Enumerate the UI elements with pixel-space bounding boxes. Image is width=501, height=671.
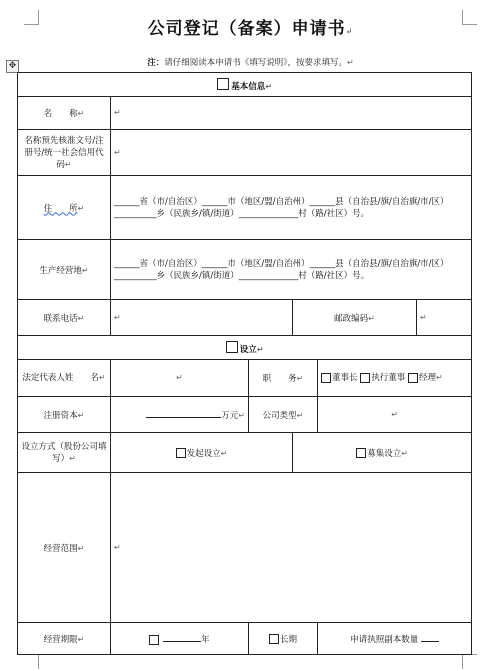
cell-mark: ↵ [238, 411, 245, 420]
capital-blank [146, 408, 221, 418]
page-corner-mark [462, 654, 477, 669]
field-label [18, 240, 111, 300]
label-text: 住 所 [43, 203, 78, 214]
option-label: 长期 [279, 634, 297, 645]
field-label [249, 360, 318, 397]
phone-field[interactable] [111, 300, 293, 336]
copies-blank [421, 632, 439, 642]
address-template-text: ______省（市/自治区）______市（地区/盟/自治州）______县（自治县/旗/自治旗/市/区）__________乡（民族乡/镇/街道）______________村（路/社区）号。 [114, 196, 449, 219]
postcode-field[interactable] [417, 300, 472, 336]
cell-mark: ↵ [391, 409, 398, 419]
position-options [318, 360, 472, 397]
cell-mark: ↵ [435, 373, 443, 382]
field-label [249, 397, 318, 433]
section-row [18, 73, 472, 97]
label-text: 联系电话 [43, 313, 78, 324]
form-row-address [18, 176, 472, 240]
label-text: 职 务 [262, 374, 297, 384]
term-years-option [111, 623, 249, 655]
option-label: 执行董事 [371, 373, 406, 383]
copies-field[interactable] [318, 623, 472, 655]
checkbox-chairman[interactable] [321, 373, 331, 383]
biz-address-field[interactable] [111, 240, 472, 300]
cell-mark: ↵ [296, 410, 304, 420]
form-row-method [18, 433, 472, 473]
cell-mark: ↵ [114, 542, 121, 552]
registration-form-table [17, 72, 472, 655]
checkbox-icon[interactable] [226, 341, 238, 353]
page-corner-mark [24, 654, 39, 669]
form-row-contact [18, 300, 472, 336]
cell-mark: ↵ [296, 374, 304, 383]
paragraph-mark: ↵ [345, 26, 354, 36]
section-title: 基本信息 [231, 81, 266, 92]
label-text: 公司类型 [262, 410, 297, 421]
title-text: 公司登记（备案）申请书 [147, 19, 346, 39]
cell-mark: ↵ [176, 373, 183, 382]
form-row-capital [18, 397, 472, 433]
option-label: 募集设立 [367, 448, 402, 459]
reg-number-field[interactable] [111, 130, 472, 176]
checkbox-promotion[interactable] [176, 448, 186, 458]
label-text: 设立方式（股份公司填写） [21, 441, 107, 464]
label-text: 生产经营地 [39, 265, 82, 276]
method-option-offering [293, 433, 472, 473]
option-label: 年 [201, 635, 210, 645]
label-text: 名 称 [43, 109, 78, 119]
field-label [18, 433, 111, 473]
field-label [18, 623, 111, 655]
section-row [18, 336, 472, 360]
form-row-biz-address [18, 240, 472, 300]
field-label [18, 473, 111, 623]
cell-mark: ↵ [220, 448, 228, 458]
label-text: 名称预先核准文号/注册号/统一社会信用代码 [24, 135, 104, 170]
field-label [18, 130, 111, 176]
option-label: 经理 [418, 373, 436, 383]
field-label [18, 360, 111, 397]
form-row-scope [18, 473, 472, 623]
form-row-reg-number [18, 130, 472, 176]
label-text: 经营范围 [43, 543, 78, 554]
cell-mark: ↵ [114, 147, 121, 157]
cell-mark: ↵ [368, 313, 375, 323]
cell-mark: ↵ [81, 265, 89, 275]
cell-mark: ↵ [69, 453, 76, 463]
legal-rep-field[interactable] [111, 360, 249, 397]
checkbox-offering[interactable] [356, 448, 366, 458]
document-title [0, 14, 501, 39]
address-field[interactable] [111, 176, 472, 240]
note-prefix: 注： [147, 58, 165, 68]
field-label [293, 300, 417, 336]
capital-field[interactable] [111, 397, 249, 433]
label-text: 经营期限 [43, 634, 78, 645]
checkbox-term-long[interactable] [269, 634, 279, 644]
field-label [18, 97, 111, 130]
capital-unit: 万元 [221, 411, 239, 421]
checkbox-manager[interactable] [408, 373, 418, 383]
table-move-handle-icon[interactable]: ✥ [6, 60, 19, 73]
field-label [18, 176, 111, 240]
cell-mark: ↵ [265, 81, 272, 91]
cell-mark: ↵ [114, 312, 121, 322]
company-type-field[interactable] [318, 397, 472, 433]
note-text: 请仔细阅读本申请书《填写说明》，按要求填写。 [164, 58, 348, 68]
checkbox-icon[interactable] [217, 78, 229, 90]
cell-mark: ↵ [77, 203, 85, 213]
cell-mark: ↵ [420, 312, 427, 322]
method-option-promotion [111, 433, 293, 473]
section-setup [18, 336, 472, 360]
cell-mark: ↵ [77, 313, 85, 323]
form-row-legal-rep [18, 360, 472, 397]
term-years-blank[interactable] [163, 632, 201, 642]
section-title: 设立 [239, 344, 257, 355]
option-label: 董事长 [332, 373, 358, 383]
scope-field[interactable] [111, 473, 472, 623]
cell-mark: ↵ [64, 159, 72, 169]
label-text: 邮政编码 [334, 313, 369, 324]
address-template-text: ______省（市/自治区）______市（地区/盟/自治州）______县（自治县/旗/自治旗/市/区）__________乡（民族乡/镇/街道）______________村（路/社区）号。 [114, 258, 449, 281]
field-label [18, 300, 111, 336]
name-field[interactable] [111, 97, 472, 130]
checkbox-term-years[interactable] [149, 635, 159, 645]
cell-mark: ↵ [77, 634, 85, 644]
form-row-term [18, 623, 472, 655]
cell-mark: ↵ [77, 109, 85, 118]
cell-mark: ↵ [401, 448, 408, 458]
cell-mark: ↵ [98, 373, 106, 382]
cell-mark: ↵ [256, 344, 264, 354]
paragraph-mark: ↵ [347, 58, 354, 67]
term-long-option [249, 623, 318, 655]
field-label [18, 397, 111, 433]
section-basic-info [18, 73, 472, 97]
label-text: 注册资本 [43, 410, 78, 421]
label-text: 法定代表人姓 名 [22, 373, 99, 383]
form-row-name [18, 97, 472, 130]
cell-mark: ↵ [114, 108, 121, 117]
cell-mark: ↵ [77, 543, 85, 553]
instruction-note [0, 56, 501, 68]
checkbox-executive-director[interactable] [360, 373, 370, 383]
label-text: 申请执照副本数量 [350, 634, 419, 645]
option-label: 发起设立 [186, 448, 221, 459]
cell-mark: ↵ [77, 410, 85, 420]
